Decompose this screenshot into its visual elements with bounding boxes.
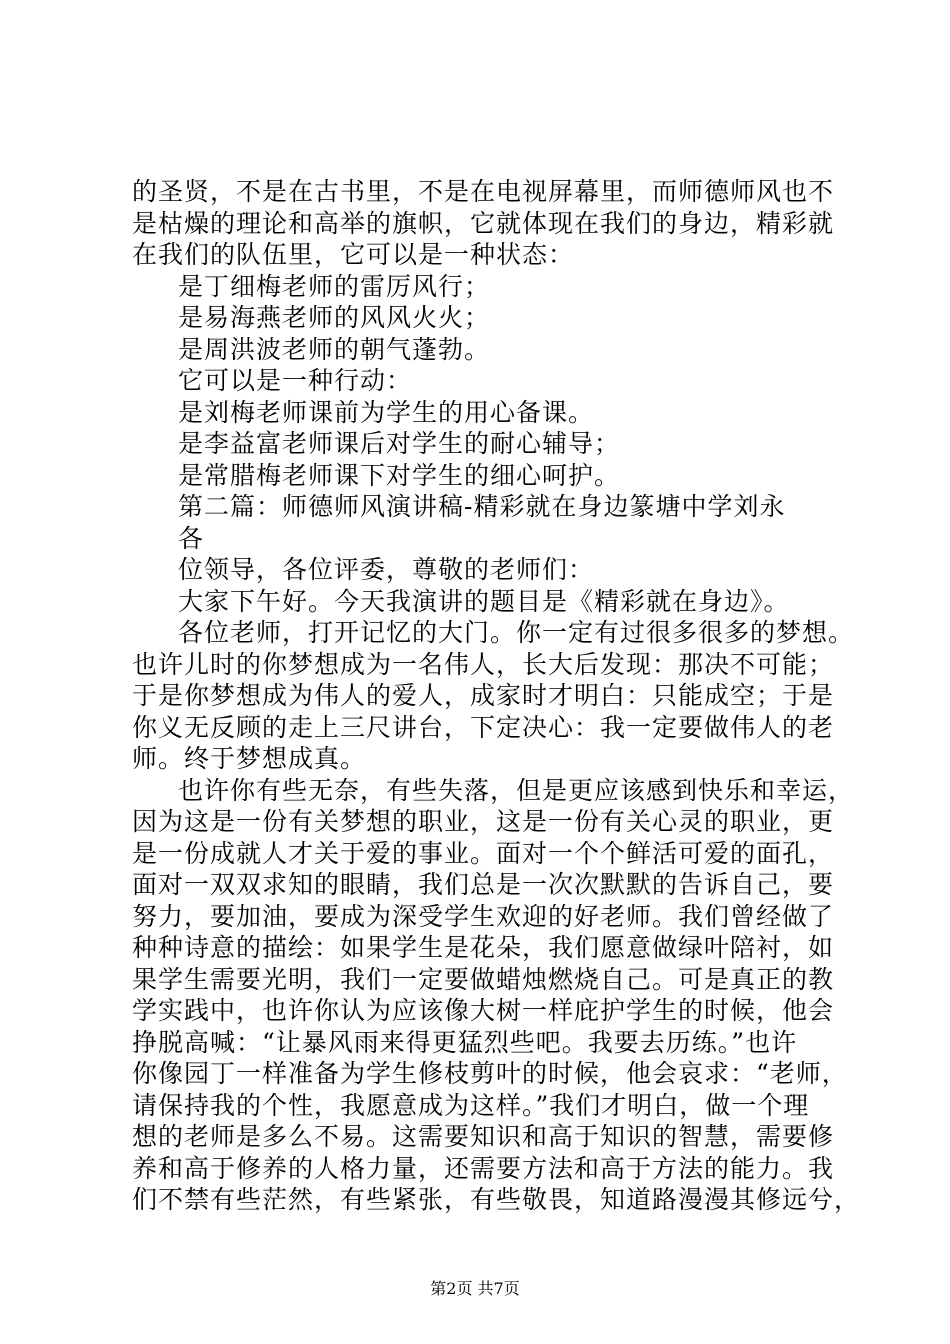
text-line: 是枯燥的理论和高举的旗帜，它就体现在我们的身边，精彩就 bbox=[132, 208, 835, 238]
text-line: 是李益富老师课后对学生的耐心辅导； bbox=[178, 429, 621, 458]
text-line: 面对一双双求知的眼睛，我们总是一次次默默的告诉自己，要 bbox=[132, 870, 835, 899]
document-body bbox=[132, 176, 861, 1216]
text-line: 想的老师是多么不易。这需要知识和高于知识的智慧，需要修 bbox=[132, 1122, 835, 1151]
text-line: 也许儿时的你梦想成为一名伟人，长大后发现：那决不可能； bbox=[132, 649, 835, 679]
text-line: 是周洪波老师的朝气蓬勃。 bbox=[178, 334, 491, 364]
text-line: 它可以是一种行动： bbox=[178, 366, 413, 395]
text-line: 的圣贤，不是在古书里，不是在电视屏幕里，而师德师风也不 bbox=[132, 177, 835, 206]
text-line: 是易海燕老师的风风火火； bbox=[178, 303, 491, 332]
text-line: 养和高于修养的人格力量，还需要方法和高于方法的能力。我 bbox=[132, 1153, 835, 1183]
text-line: 你义无反顾的走上三尺讲台，下定决心：我一定要做伟人的老 bbox=[132, 712, 835, 742]
text-line: 各 bbox=[178, 523, 205, 553]
text-line: 果学生需要光明，我们一定要做蜡烛燃烧自己。可是真正的教 bbox=[132, 964, 835, 994]
text-line: 种种诗意的描绘：如果学生是花朵，我们愿意做绿叶陪衬，如 bbox=[132, 933, 835, 962]
text-line: 大家下午好。今天我演讲的题目是《精彩就在身边》。 bbox=[178, 586, 790, 616]
text-line: 是常腊梅老师课下对学生的细心呵护。 bbox=[178, 460, 621, 490]
text-line: 位领导，各位评委，尊敬的老师们： bbox=[178, 555, 595, 584]
text-line: 各位老师，打开记忆的大门。你一定有过很多很多的梦想。 bbox=[178, 618, 855, 647]
text-line: 于是你梦想成为伟人的爱人，成家时才明白：只能成空；于是 bbox=[132, 681, 835, 710]
text-line: 请保持我的个性，我愿意成为这样。”我们才明白，做一个理 bbox=[132, 1090, 810, 1120]
text-line: 是刘梅老师课前为学生的用心备课。 bbox=[178, 397, 595, 427]
text-line: 第二篇：师德师风演讲稿-精彩就在身边篆塘中学刘永 bbox=[178, 492, 786, 521]
text-line: 在我们的队伍里，它可以是一种状态： bbox=[132, 240, 575, 269]
text-line: 学实践中，也许你认为应该像大树一样庇护学生的时候，他会 bbox=[132, 996, 835, 1025]
text-line: 因为这是一份有关梦想的职业，这是一份有关心灵的职业，更 bbox=[132, 807, 835, 836]
page-number-footer: 第2页 共7页 bbox=[430, 1279, 520, 1298]
text-line: 们不禁有些茫然，有些紧张，有些敬畏，知道路漫漫其修远兮， bbox=[132, 1185, 861, 1214]
text-line: 是一份成就人才关于爱的事业。面对一个个鲜活可爱的面孔， bbox=[132, 838, 835, 868]
text-line: 你像园丁一样准备为学生修枝剪叶的时候，他会哀求：“老师， bbox=[132, 1059, 848, 1088]
text-line: 努力，要加油，要成为深受学生欢迎的好老师。我们曾经做了 bbox=[132, 901, 835, 931]
text-line: 挣脱高喊：“让暴风雨来得更猛烈些吧。我要去历练。”也许 bbox=[132, 1027, 798, 1057]
text-line: 是丁细梅老师的雷厉风行； bbox=[178, 271, 491, 301]
text-line: 也许你有些无奈，有些失落，但是更应该感到快乐和幸运， bbox=[178, 775, 855, 805]
text-line: 师。终于梦想成真。 bbox=[132, 744, 367, 773]
